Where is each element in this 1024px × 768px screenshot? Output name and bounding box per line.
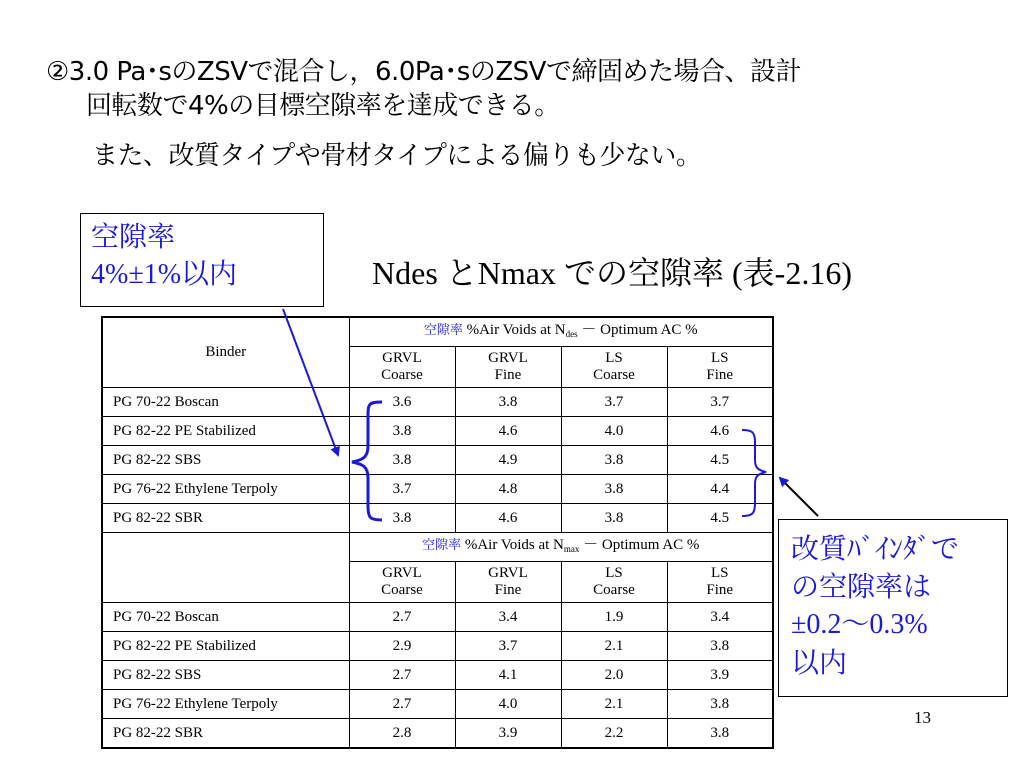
value-cell: 3.7 (455, 632, 561, 661)
value-cell: 4.9 (455, 446, 561, 475)
value-cell: 3.8 (561, 504, 667, 533)
value-cell: 3.9 (455, 719, 561, 749)
value-cell: 4.6 (455, 504, 561, 533)
arrow-right (780, 478, 818, 516)
value-cell: 4.6 (455, 417, 561, 446)
value-cell: 4.6 (667, 417, 773, 446)
value-cell: 3.4 (455, 603, 561, 632)
left-brace (352, 402, 382, 520)
binder-cell: PG 82-22 SBR (102, 719, 349, 749)
value-cell: 2.8 (349, 719, 455, 749)
nmax-text-a: %Air Voids at N (464, 536, 564, 553)
binder-cell: PG 70-22 Boscan (102, 603, 349, 632)
binder-cell: PG 76-22 Ethylene Terpoly (102, 690, 349, 719)
callout-target-voids-line1: 空隙率 (91, 220, 176, 253)
right-brace (742, 430, 766, 516)
binder-header: Binder (102, 317, 349, 388)
value-cell: 3.8 (667, 632, 773, 661)
callout-modified-line1: 改質ﾊﾞｲﾝﾀﾞで (791, 532, 960, 565)
ndes-text-a: %Air Voids at N (466, 321, 566, 338)
table-title-prefix: Ndes と (372, 255, 478, 291)
value-cell: 4.0 (561, 417, 667, 446)
heading-line-1: ②3.0 Pa･sのZSVで混合し，6.0Pa･sのZSVで締固めた場合、設計 (46, 57, 801, 87)
callout-modified-line2: の空隙率は (791, 570, 932, 603)
binder-cell: PG 82-22 SBS (102, 661, 349, 690)
value-cell: 2.2 (561, 719, 667, 749)
value-cell: 4.4 (667, 475, 773, 504)
value-cell: 3.7 (561, 388, 667, 417)
ndes-col-header: LS Coarse (561, 347, 667, 388)
callout-modified-binder (778, 519, 1008, 697)
ndes-col-header: GRVL Coarse (349, 347, 455, 388)
value-cell: 2.0 (561, 661, 667, 690)
value-cell: 3.9 (667, 661, 773, 690)
binder-cell: PG 82-22 SBS (102, 446, 349, 475)
arrow-left (283, 309, 338, 455)
binder-cell: PG 70-22 Boscan (102, 388, 349, 417)
binder-cell: PG 76-22 Ethylene Terpoly (102, 475, 349, 504)
value-cell: 3.8 (349, 417, 455, 446)
heading-line-3: また、改質タイプや骨材タイプによる偏りも少ない。 (92, 141, 702, 171)
binder-cell: PG 82-22 PE Stabilized (102, 632, 349, 661)
value-cell: 1.9 (561, 603, 667, 632)
page-number: 13 (914, 708, 931, 727)
nmax-col-header: GRVL Fine (455, 562, 561, 603)
value-cell: 4.0 (455, 690, 561, 719)
value-cell: 3.8 (349, 504, 455, 533)
value-cell: 3.8 (667, 719, 773, 749)
nmax-jp-label: 空隙率 (422, 537, 462, 553)
table-title-suffix: -2.16) (774, 255, 852, 291)
value-cell: 3.8 (455, 388, 561, 417)
value-cell: 3.8 (561, 446, 667, 475)
value-cell: 3.6 (349, 388, 455, 417)
value-cell: 4.5 (667, 504, 773, 533)
value-cell: 2.7 (349, 603, 455, 632)
binder-cell: PG 82-22 PE Stabilized (102, 417, 349, 446)
callout-target-voids-line2: 4%±1%以内 (91, 259, 238, 290)
value-cell: 2.7 (349, 690, 455, 719)
callout-modified-line4: 以内 (791, 646, 848, 679)
callout-modified-line3: ±0.2～0.3% (791, 609, 928, 640)
table-title-jp: 表 (742, 254, 775, 292)
value-cell: 3.7 (667, 388, 773, 417)
value-cell: 3.7 (349, 475, 455, 504)
nmax-col-header: GRVL Coarse (349, 562, 455, 603)
value-cell: 2.9 (349, 632, 455, 661)
value-cell: 4.8 (455, 475, 561, 504)
value-cell: 3.4 (667, 603, 773, 632)
value-cell: 3.8 (667, 690, 773, 719)
ndes-col-header: LS Fine (667, 347, 773, 388)
ndes-sub: des (565, 328, 578, 339)
ndes-text-b: － Optimum AC % (577, 321, 698, 338)
table-title-middle: Nmax での空隙率 ( (477, 255, 743, 291)
value-cell: 3.8 (349, 446, 455, 475)
nmax-text-b: － Optimum AC % (579, 536, 700, 553)
value-cell: 2.1 (561, 690, 667, 719)
value-cell: 4.1 (455, 661, 561, 690)
nmax-sub: max (563, 543, 580, 554)
nmax-col-header: LS Fine (667, 562, 773, 603)
heading-line-2: 回転数で4%の目標空隙率を達成できる。 (86, 91, 560, 121)
value-cell: 2.7 (349, 661, 455, 690)
binder-cell: PG 82-22 SBR (102, 504, 349, 533)
ndes-col-header: GRVL Fine (455, 347, 561, 388)
value-cell: 4.5 (667, 446, 773, 475)
value-cell: 3.8 (561, 475, 667, 504)
nmax-col-header: LS Coarse (561, 562, 667, 603)
value-cell: 2.1 (561, 632, 667, 661)
ndes-jp-label: 空隙率 (423, 322, 463, 338)
